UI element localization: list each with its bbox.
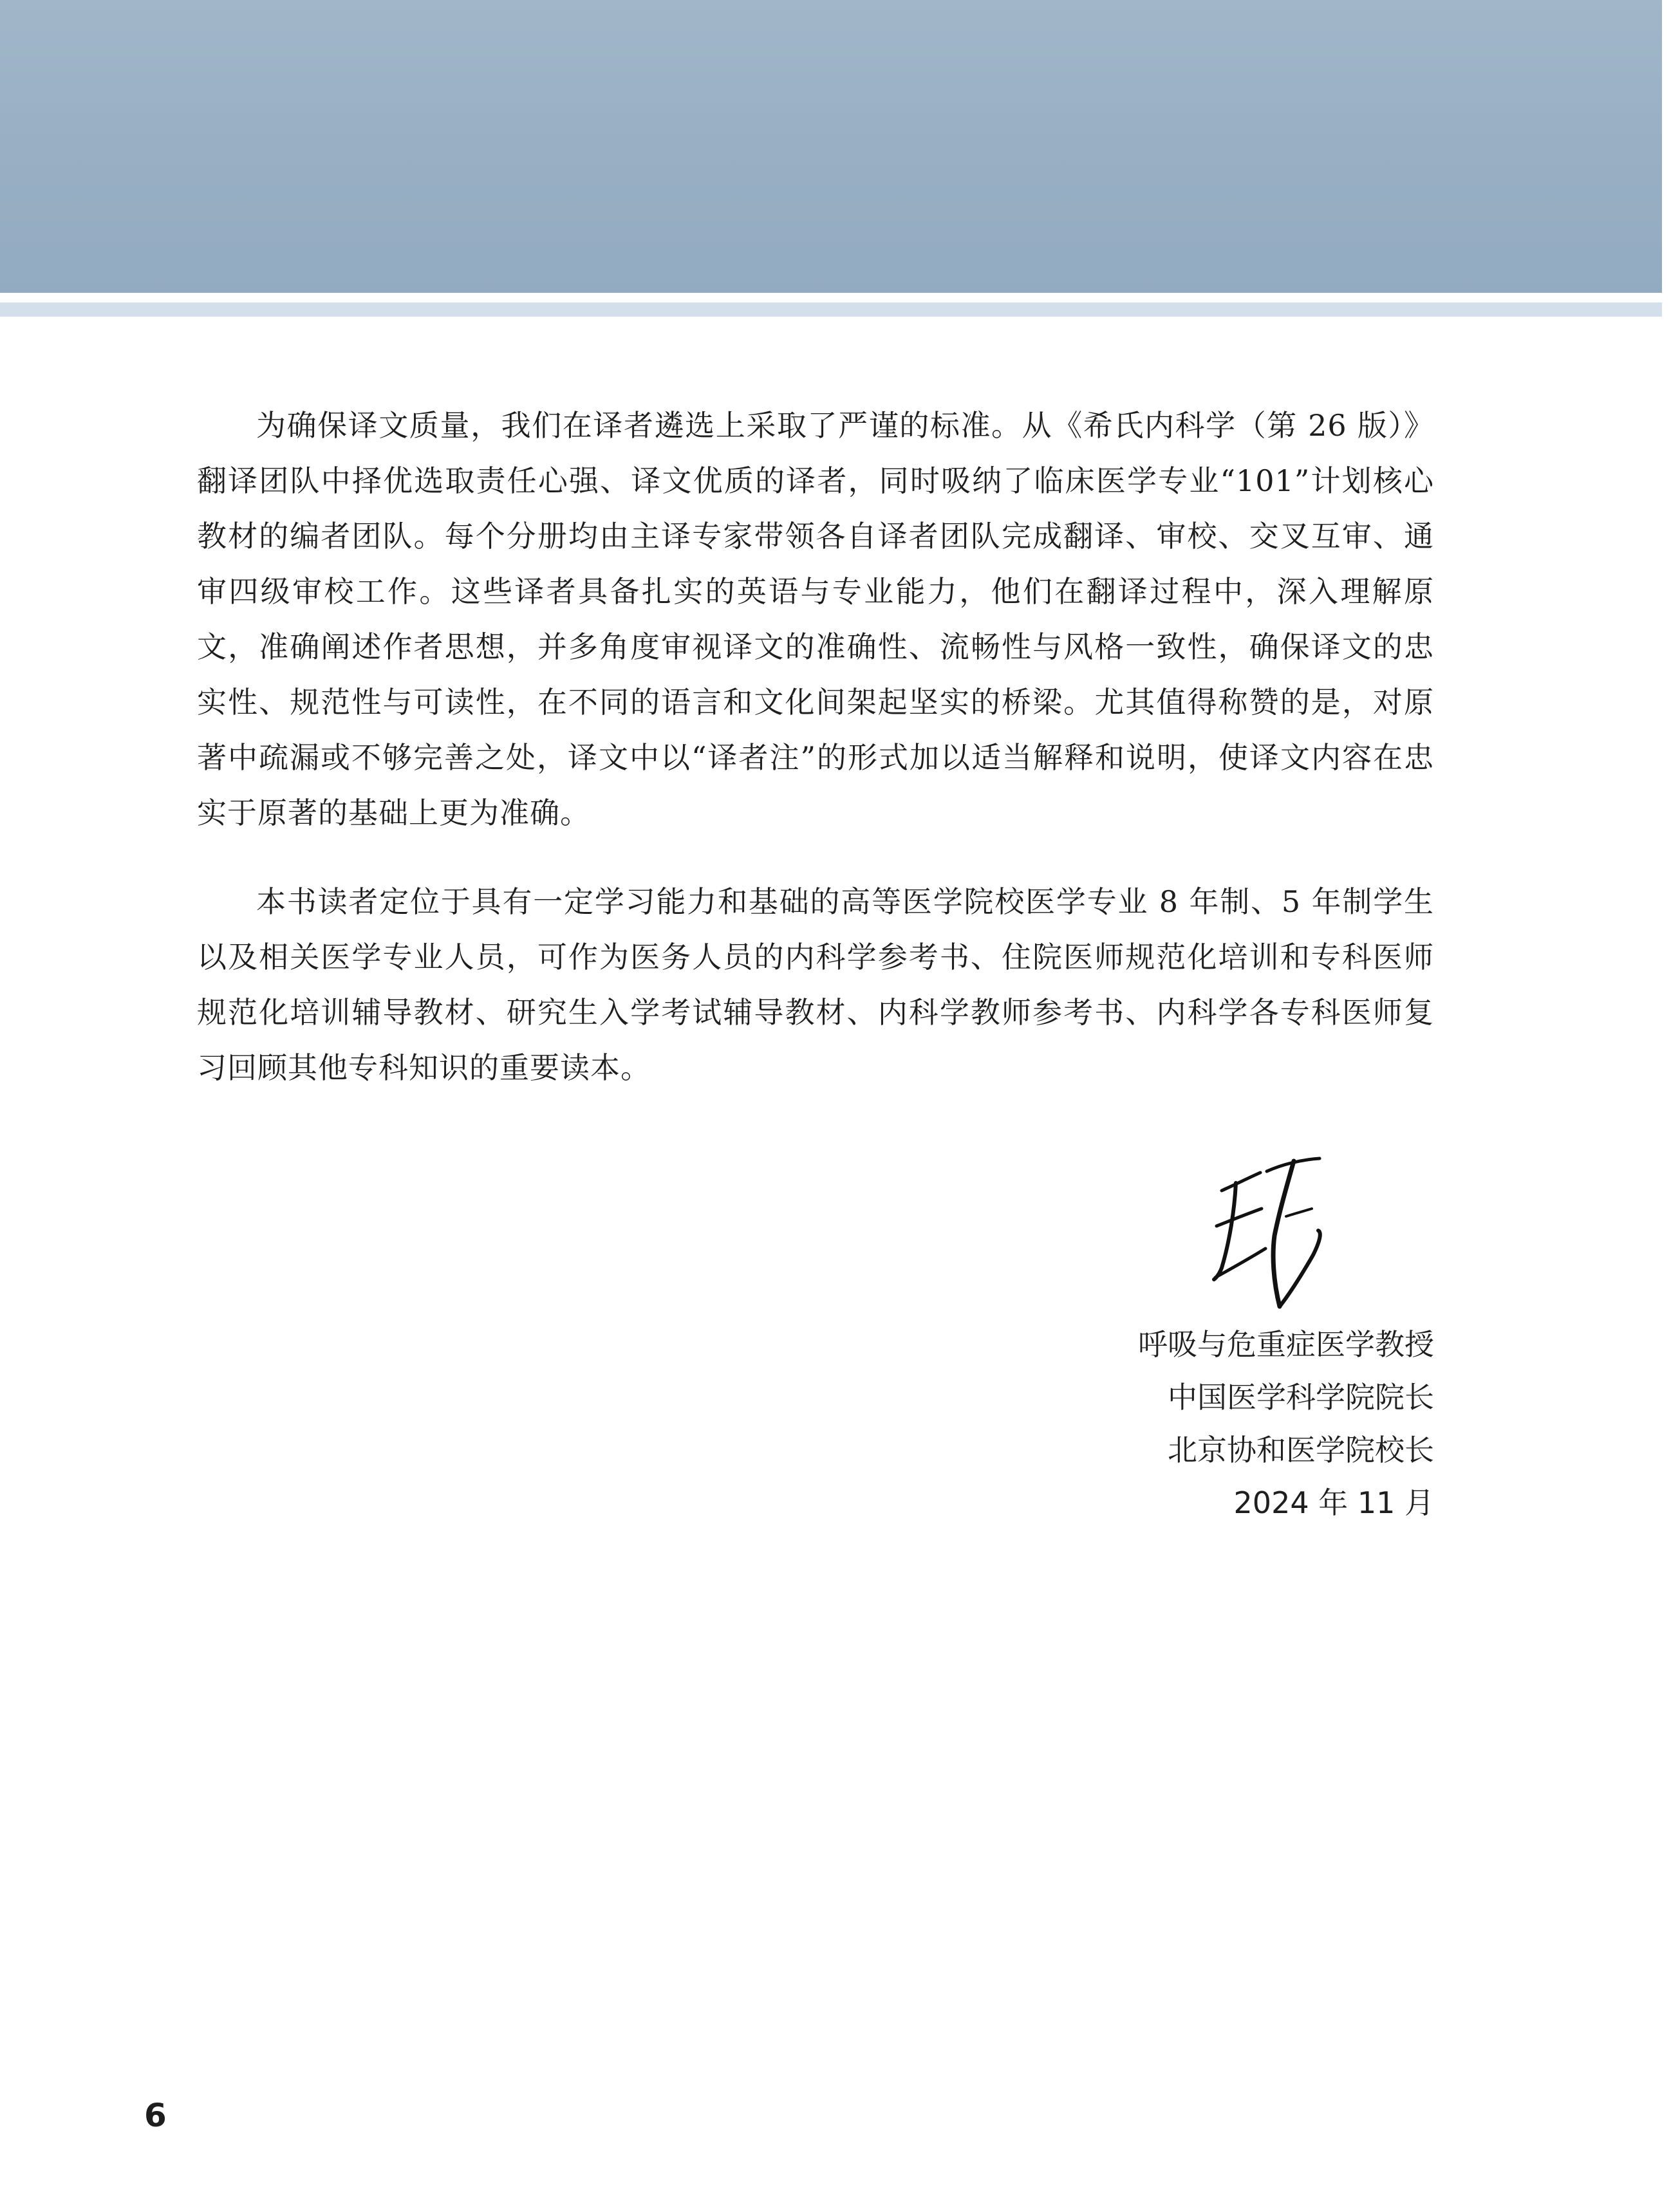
signer-title-2: 中国医学科学院院长 [1168, 1380, 1434, 1415]
paragraph-translation-quality: 为确保译文质量，我们在译者遴选上采取了严谨的标准。从《希氏内科学（第 26 版）》翻译团队中择优选取责任心强、译文优质的译者，同时吸纳了临床医学专业“101”计划核心教材的编者团队。每个分册均由主译专家带领各自译者团队完成翻译、审校、交叉互审、通审四级审校工作。这些译者具备扎实的英语与专业能力，他们在翻译过程中，深入理解原文，准确阐述作者思想，并多角度审视译文的准确性、流畅性与风格一致性，确保译文的忠实性、规范性与可读性，在不同的语言和文化间架起坚实的桥梁。尤其值得称赞的是，对原著中疏漏或不够完善之处，译文中以“译者注”的形式加以适当解释和说明，使译文内容在忠实于原著的基础上更为准确。 [197, 408, 1434, 830]
handwritten-signature [1197, 1146, 1352, 1326]
body-text [197, 398, 1434, 1129]
paragraph-readership: 本书读者定位于具有一定学习能力和基础的高等医学院校医学专业 8 年制、5 年制学生以及相关医学专业人员，可作为医务人员的内科学参考书、住院医师规范化培训和专科医师规范化培训辅导教材、研究生入学考试辅导教材、内科学教师参考书、内科学各专科医师复习回顾其他专科知识的重要读本。 [197, 884, 1434, 1085]
signer-title-1: 呼吸与危重症医学教授 [1138, 1327, 1434, 1362]
signer-title-3: 北京协和医学院校长 [1168, 1433, 1434, 1467]
header-band [0, 0, 1662, 293]
page-number: 6 [144, 2097, 167, 2134]
signature-block [1138, 1318, 1434, 1529]
signature-date: 2024 年 11 月 [1233, 1485, 1434, 1520]
header-stripe [0, 302, 1662, 317]
